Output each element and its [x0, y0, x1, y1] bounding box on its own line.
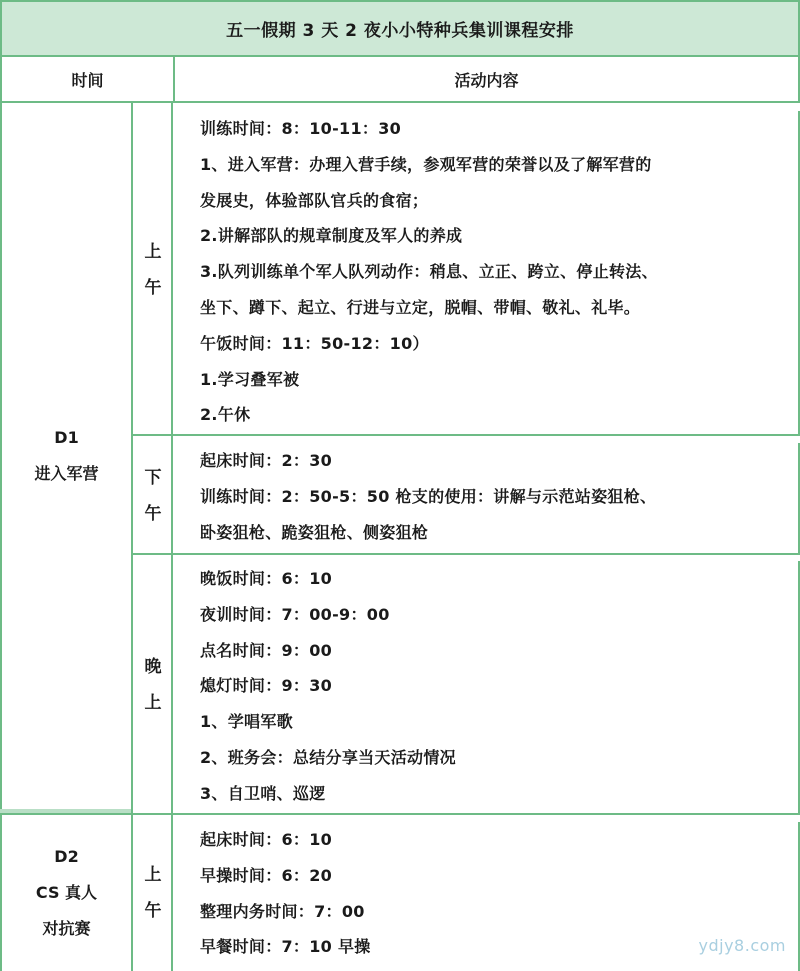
day-name: 进入军营	[34, 464, 99, 483]
grid-line	[131, 553, 800, 555]
day-cell-d2	[0, 815, 133, 971]
content-line: 熄灯时间：9：30	[200, 676, 333, 696]
grid-line	[131, 103, 133, 971]
day-cell-d1	[0, 103, 133, 809]
content-evening-d1	[173, 561, 800, 815]
period-label-char: 上	[144, 693, 162, 713]
period-label-char: 晚	[144, 657, 162, 677]
content-morning-d1	[173, 111, 800, 436]
content-line: 1、学唱军歌	[200, 712, 293, 732]
watermark: ydjy8.com	[698, 936, 786, 955]
content-line: 训练时间：8：10-11：30	[200, 119, 402, 138]
content-afternoon-d1	[173, 443, 800, 555]
day-code: D2	[54, 847, 79, 866]
grid-line	[0, 813, 800, 815]
content-line: 早操时间：6：20	[200, 865, 333, 885]
content-line: 发展史，体验部队官兵的食宿；	[200, 190, 429, 210]
period-label-char: 午	[144, 277, 162, 298]
period-label-char: 上	[144, 865, 162, 885]
day-name-line: 对抗赛	[42, 919, 91, 938]
period-label-char: 下	[144, 467, 162, 488]
content-line: 夜训时间：7：00-9：00	[200, 604, 390, 624]
content-line: 1.学习叠军被	[200, 369, 300, 389]
period-afternoon-d1	[133, 436, 173, 555]
header-time: 时间	[0, 57, 173, 103]
day-name-line: CS 真人	[35, 883, 98, 902]
period-label-char: 午	[144, 503, 162, 524]
period-label-char: 上	[144, 241, 162, 262]
content-line: 坐下、蹲下、起立、行进与立定，脱帽、带帽、敬礼、礼毕。	[200, 297, 641, 317]
day-code: D1	[54, 428, 79, 447]
content-line: 训练时间：2：50-5：50 枪支的使用：讲解与示范站姿狙枪、	[200, 486, 657, 506]
header-activity: 活动内容	[173, 57, 800, 103]
table-title: 五一假期 3 天 2 夜小小特种兵集训课程安排	[0, 0, 800, 57]
content-line: 3.队列训练单个军人队列动作：稍息、立正、跨立、停止转法、	[200, 262, 658, 282]
content-line: 2、班务会：总结分享当天活动情况	[200, 747, 456, 767]
period-label-char: 午	[144, 901, 162, 921]
content-line: 起床时间：6：10	[200, 830, 333, 849]
content-line: 点名时间：9：00	[200, 640, 333, 660]
content-line: 整理内务时间：7：00	[200, 901, 365, 921]
content-line: 2.午休	[200, 405, 251, 425]
content-line: 2.讲解部队的规章制度及军人的养成	[200, 226, 463, 246]
content-line: 早餐时间：7：10 早操	[200, 937, 371, 957]
grid-line	[131, 434, 800, 436]
content-line: 晚饭时间：6：10	[200, 569, 333, 588]
grid-line	[171, 103, 173, 971]
content-line: 午饭时间：11：50-12：10）	[200, 333, 429, 353]
period-morning-d2	[133, 815, 173, 971]
content-line: 3、自卫哨、巡逻	[200, 783, 326, 803]
period-morning-d1	[133, 103, 173, 436]
content-line: 1、进入军营：办理入营手续，参观军营的荣誉以及了解军营的	[200, 154, 652, 174]
content-line: 起床时间：2：30	[200, 451, 333, 470]
content-line: 卧姿狙枪、跪姿狙枪、侧姿狙枪	[200, 522, 429, 542]
period-evening-d1	[133, 555, 173, 815]
